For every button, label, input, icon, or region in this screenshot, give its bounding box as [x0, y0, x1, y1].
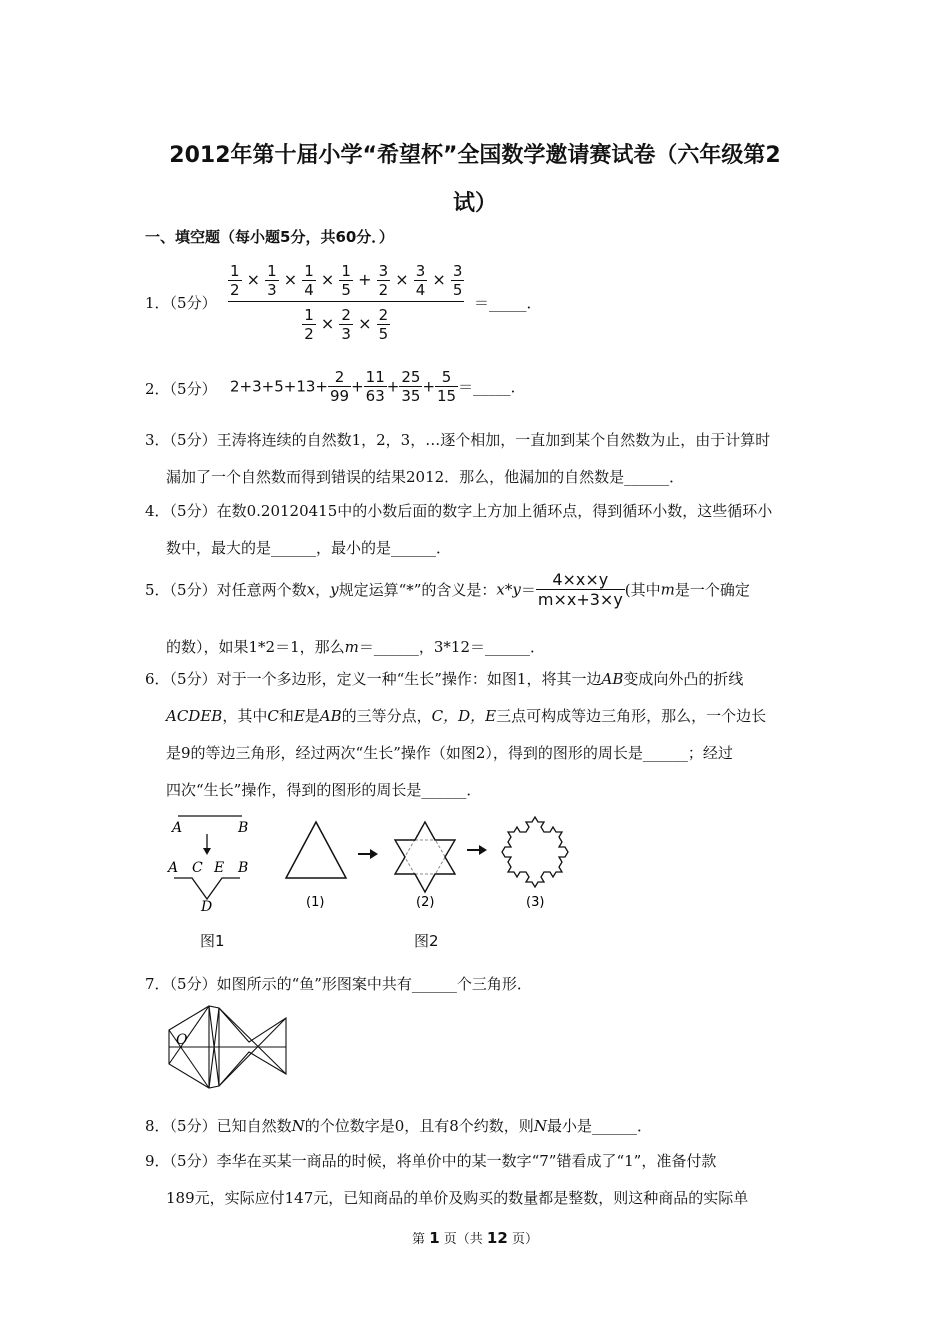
fig2-label-2: (2): [416, 895, 435, 910]
figure-2-caption: 图2: [414, 932, 439, 950]
triangle-shape: [286, 822, 346, 878]
q5-line1: 5．（5分）对任意两个数x，y规定运算“*”的含义是：x*y＝ $\frac{4\times x\times y}{m\times x+3\times y}$ (其中m是一个确定: [145, 570, 750, 609]
q7-text: 7．（5分）如图所示的“鱼”形图案中共有______个三角形．: [145, 975, 532, 993]
q1-numerator: $\frac{1}{2}$ × $\frac{1}{3}$ × $\frac{1}{4}$ × $\frac{1}{5}$ + $\frac{3}{2}$ × $\frac{3}{4}$ × $\frac{3}{5}$: [228, 262, 464, 302]
q1-denominator: $\frac{1}{2}$ × $\frac{2}{3}$ × $\frac{2}{5}$: [304, 306, 389, 343]
fig2-label-1: (1): [306, 895, 325, 910]
q4-line1: 4．（5分）在数0.20120415中的小数后面的数字上方加上循环点，得到循环小数，这些循环小: [145, 502, 773, 520]
q6-line1: 6．（5分）对于一个多边形，定义一种“生长”操作：如图1，将其一边AB变成向外凸的折线: [145, 670, 744, 688]
q6-line2: ACDEB，其中C和E是AB的三等分点，C，D，E三点可构成等边三角形，那么，一个边长: [166, 707, 767, 725]
q9-line1: 9．（5分）李华在买某一商品的时候，将单价中的某一数字“7”错看成了“1”，准备付款: [145, 1152, 717, 1170]
q1-number: 1．（5分）: [145, 294, 217, 312]
frac: $\frac{1}{5}$: [341, 262, 351, 299]
fig1-label-b2: B: [238, 860, 249, 876]
figure-1: [160, 812, 260, 912]
fish-label-o: O: [176, 1032, 188, 1048]
page-footer: 第 1 页（共 12 页）: [412, 1229, 538, 1247]
q1-answer-blank: ＝_____．: [474, 294, 542, 312]
frac: $\frac{3}{4}$: [415, 262, 426, 299]
section-heading: 一、填空题（每小题5分，共60分．）: [145, 228, 394, 246]
q4-line2: 数中，最大的是______，最小的是______．: [166, 539, 452, 557]
frac: $\frac{1}{2}$: [230, 262, 240, 299]
frac: $\frac{1}{3}$: [267, 262, 277, 299]
q6-line3: 是9的等边三角形，经过两次“生长”操作（如图2），得到的图形的周长是______；经过: [166, 744, 733, 762]
frac: $\frac{3}{2}$: [378, 262, 389, 299]
q2-expression: 2+3+5+13+ $\frac{2}{99}$ + $\frac{11}{63}$ + $\frac{25}{35}$ + $\frac{5}{15}$ ＝_____．: [230, 368, 526, 405]
q8-text: 8．（5分）已知自然数N的个位数字是0，且有8个约数，则N最小是______．: [145, 1117, 652, 1135]
q1-expression: [228, 262, 464, 343]
fig1-label-a: A: [172, 820, 183, 836]
frac: $\frac{3}{5}$: [452, 262, 463, 299]
fig1-label-c: C: [192, 860, 203, 876]
snowflake-shape: [502, 817, 568, 887]
star-shape: [395, 822, 455, 892]
q2-number: 2．（5分）: [145, 380, 217, 398]
q6-line4: 四次“生长”操作，得到的图形的周长是______．: [166, 781, 482, 799]
fig1-label-d: D: [201, 899, 213, 912]
fig1-label-a2: A: [168, 860, 179, 876]
figure-2: [280, 812, 590, 917]
page-title: 2012年第十届小学“希望杯”全国数学邀请赛试卷（六年级第2: [169, 143, 781, 168]
fig1-label-e: E: [214, 860, 225, 876]
frac: $\frac{1}{4}$: [304, 262, 314, 299]
q5-line2: 的数），如果1*2＝1，那么m＝______，3*12＝______．: [166, 638, 546, 656]
q9-line2: 189元，实际应付147元，已知商品的单价及购买的数量都是整数，则这种商品的实际单: [166, 1189, 749, 1207]
fish-figure: [164, 1004, 294, 1090]
page-title-line2: 试）: [452, 191, 497, 216]
fig1-label-b: B: [238, 820, 249, 836]
q3-line1: 3．（5分）王涛将连续的自然数1，2，3，…逐个相加，一直加到某个自然数为止，由于计算时: [145, 431, 771, 449]
fig2-label-3: (3): [526, 895, 545, 910]
q3-line2: 漏加了一个自然数而得到错误的结果2012．那么，他漏加的自然数是______．: [166, 468, 685, 486]
figure-1-caption: 图1: [200, 932, 225, 950]
